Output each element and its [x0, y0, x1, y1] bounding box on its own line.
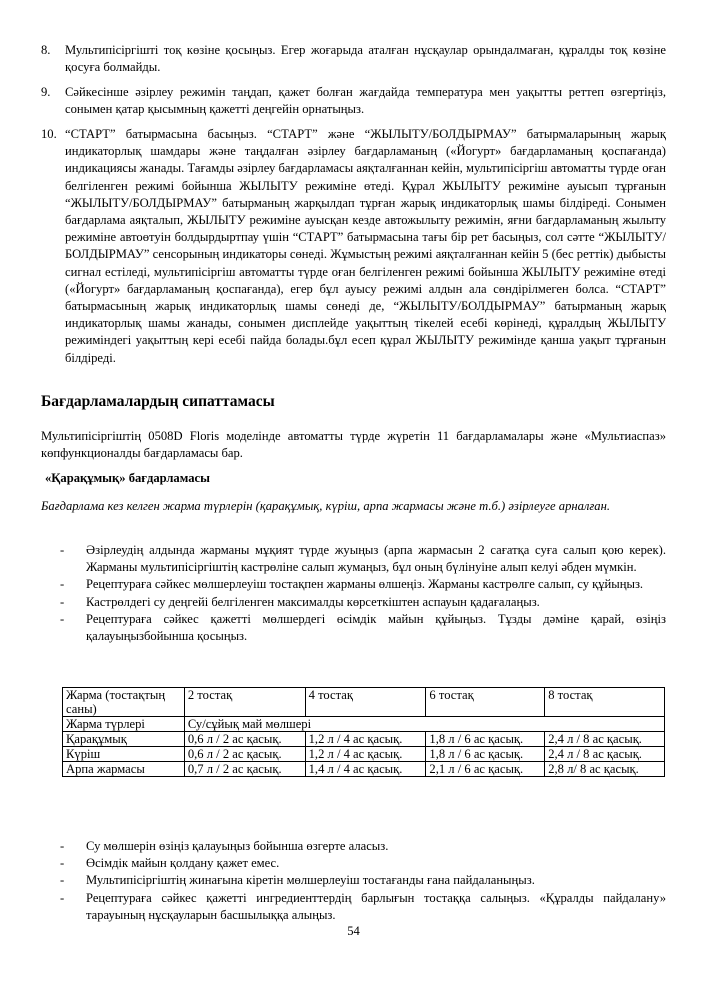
table-cell: Арпа жармасы	[63, 762, 185, 777]
table-cell: 2,1 л / 6 ас қасық.	[426, 762, 545, 777]
table-cell: 1,4 л / 4 ас қасық.	[305, 762, 426, 777]
table-cell: 0,6 л / 2 ас қасық.	[184, 747, 305, 762]
list-item	[60, 611, 666, 645]
step-9	[41, 84, 666, 118]
table-cell: 2,4 л / 8 ас қасық.	[545, 747, 665, 762]
list-item-text: Әзірлеудің алдында жарманы мұқият түрде жуыңыз (арпа жармасын 2 сағатқа суға салып қою керек). Жарманы мультипісіргіштің кастрөліне салып жумаңыз, бұл оның бүлінуіне алып келуі әбден мүмкін.	[86, 543, 666, 575]
table-cell: 1,2 л / 4 ас қасық.	[305, 747, 426, 762]
table-subheader-row	[63, 717, 665, 732]
table-cell: 2,8 л/ 8 ас қасық.	[545, 762, 665, 777]
list-item-text: Кастрөлдегі су деңгейі белгіленген максималды көрсеткіштен аспауын қадағалаңыз.	[86, 594, 540, 609]
table-row	[63, 747, 665, 762]
list-item-text: Өсімдік майын қолдану қажет емес.	[86, 856, 280, 871]
step-text: “СТАРТ” батырмасына басыңыз. “СТАРТ” және “ЖЫЛЫТУ/БОЛДЫРМАУ” батырмаларының жарық индикаторлық шамдары және таңдалған әзірлеу бағдарламаның («Йогурт» бағдарламаның қоспағанда) индикациясы жанады. Тағамды әзірлеу бағдарламасы аяқталғаннан кейін, мультипісіргіш автоматты түрде оған белгіленген режимі бойынша ЖЫЛЫТУ режиміне өтеді. Құрал ЖЫЛЫТУ режиміне ауысып тұрғанын “ЖЫЛЫТУ/БОЛДЫРМАУ” батырманың жарқылдап тұрған жарық индикаторлық шамы білдіреді. Сонымен бағдарлама аяқталып, ЖЫЛЫТУ режиміне ауысқан кезде автожылыту режимін, яғни бағдарламаның жылыту режиміне автоөтуін болдырдыртпау үшін “СТАРТ” батырмасына тағы бір рет басыңыз, сол сәтте “ЖЫЛЫТУ/БОЛДЫРМАУ” сенсорының индикаторы сөнеді. Жұмыстың режимі аяқталғаннан кейін 5 (бес реттік) дыбысты сигнал естіледі, мультипісіргіш автоматты түрде оған белгіленген режимі бойынша ЖЫЛЫТУ режиміне өтеді («Йогурт» бағдарламаның қоспағанда), егер бұл ауысу режимі алдын ала сөндірілмеген болса. “СТАРТ” батырмасының жарық индикаторлық шамы сөнеді де, “ЖЫЛЫТУ/БОЛДЫРМАУ” батырманың жарық индикаторлық шамы жанады, сонымен дисплейде уақыттың тікелей есебі көрінеді, құралдың ЖЫЛЫТУ режиміндегі уақыттың кері есебі пайда болады.бұл есеп құрал ЖЫЛЫТУ режимінде қанша уақыт тұрғанын білдіреді.	[65, 127, 666, 365]
table-cell: 0,6 л / 2 ас қасық.	[184, 732, 305, 747]
bullet-marker: -	[60, 839, 65, 853]
list-item	[60, 576, 666, 593]
step-number: 8.	[41, 43, 51, 57]
step-10	[41, 126, 666, 367]
table-cell: Күріш	[63, 747, 185, 762]
table-cell: Қарақұмық	[63, 732, 185, 747]
list-item-text: Рецептураға сәйкес мөлшерлеуіш тостақпен жарманы өлшеңіз. Жарманы кастрөлге салып, су құйыңыз.	[86, 577, 644, 592]
table-header-cell: 2 тостақ	[184, 688, 305, 717]
intro-paragraph: Мультипісіргіштің 0508D Floris моделінде автоматты түрде жүретін 11 бағдарламалары және «Мультиаспаз» көпфункционалды бағдарламасы бар.	[41, 429, 666, 461]
bullet-marker: -	[60, 611, 65, 626]
step-number: 10.	[41, 127, 57, 141]
table-cell: 1,8 л / 6 ас қасық.	[426, 747, 545, 762]
section-title: Бағдарламалардың сипаттамасы	[41, 393, 275, 410]
table-header-cell: 4 тостақ	[305, 688, 426, 717]
step-8	[41, 42, 666, 76]
list-item	[60, 872, 666, 889]
water-amount-table	[62, 687, 665, 777]
bullet-marker: -	[60, 890, 65, 905]
table-row	[63, 732, 665, 747]
table-cell: 2,4 л / 8 ас қасық.	[545, 732, 665, 747]
bullet-marker: -	[60, 543, 65, 557]
program-title: «Қарақұмық» бағдарламасы	[45, 471, 210, 485]
table-header-cell: 6 тостақ	[426, 688, 545, 717]
step-number: 9.	[41, 85, 51, 99]
program-description: Бағдарлама кез келген жарма түрлерін (қарақұмық, күріш, арпа жармасы және т.б.) әзірлеуге арналған.	[41, 499, 611, 513]
table-header-row	[63, 688, 665, 717]
table-cell: 1,2 л / 4 ас қасық.	[305, 732, 426, 747]
bullet-marker: -	[60, 856, 65, 871]
preparation-list	[60, 542, 666, 645]
step-text: Мультипісіргішті тоқ көзіне қосыңыз. Егер жоғарыда аталған нұсқаулар орындалмаған, құралды тоқ көзіне қосуға болмайды.	[65, 43, 666, 75]
list-item	[60, 855, 666, 872]
table-cell: Су/сұйық май мөлшері	[184, 717, 664, 732]
table-cell: 0,7 л / 2 ас қасық.	[184, 762, 305, 777]
table-header-cell: 8 тостақ	[545, 688, 665, 717]
table-row	[63, 762, 665, 777]
table-cell: 1,8 л / 6 ас қасық.	[426, 732, 545, 747]
table-cell: Жарма түрлері	[63, 717, 185, 732]
bullet-marker: -	[60, 594, 65, 609]
page-number: 54	[347, 924, 360, 938]
list-item	[60, 890, 666, 924]
bullet-marker: -	[60, 873, 65, 888]
list-item-text: Рецептураға сәйкес қажетті ингредиенттердің барлығын тостаққа салыңыз. «Құралды пайдалану» тарауының нұсқауларын басшылыққа алыңыз.	[86, 890, 666, 922]
notes-list	[60, 838, 666, 924]
bullet-marker: -	[60, 577, 65, 592]
table-header-cell: Жарма (тостақтың саны)	[63, 688, 185, 717]
list-item-text: Су мөлшерін өзіңіз қалауыңыз бойынша өзгерте аласыз.	[86, 839, 389, 853]
step-text: Сәйкесінше әзірлеу режимін таңдап, қажет болған жағдайда температура мен уақытты реттеп өзгертіңіз, сонымен қатар қысымның қажетті деңгейін орнатыңыз.	[65, 85, 666, 117]
list-item	[60, 594, 666, 611]
list-item-text: Мультипісіргіштің жинағына кіретін мөлшерлеуіш тостағанды ғана пайдаланыңыз.	[86, 873, 535, 888]
list-item	[60, 542, 666, 576]
list-item-text: Рецептураға сәйкес қажетті мөлшердегі өсімдік майын құйыңыз. Тұзды дәміне қарай, өзіңіз қалауыңызбойынша қосыңыз.	[86, 611, 666, 644]
list-item	[60, 838, 666, 855]
